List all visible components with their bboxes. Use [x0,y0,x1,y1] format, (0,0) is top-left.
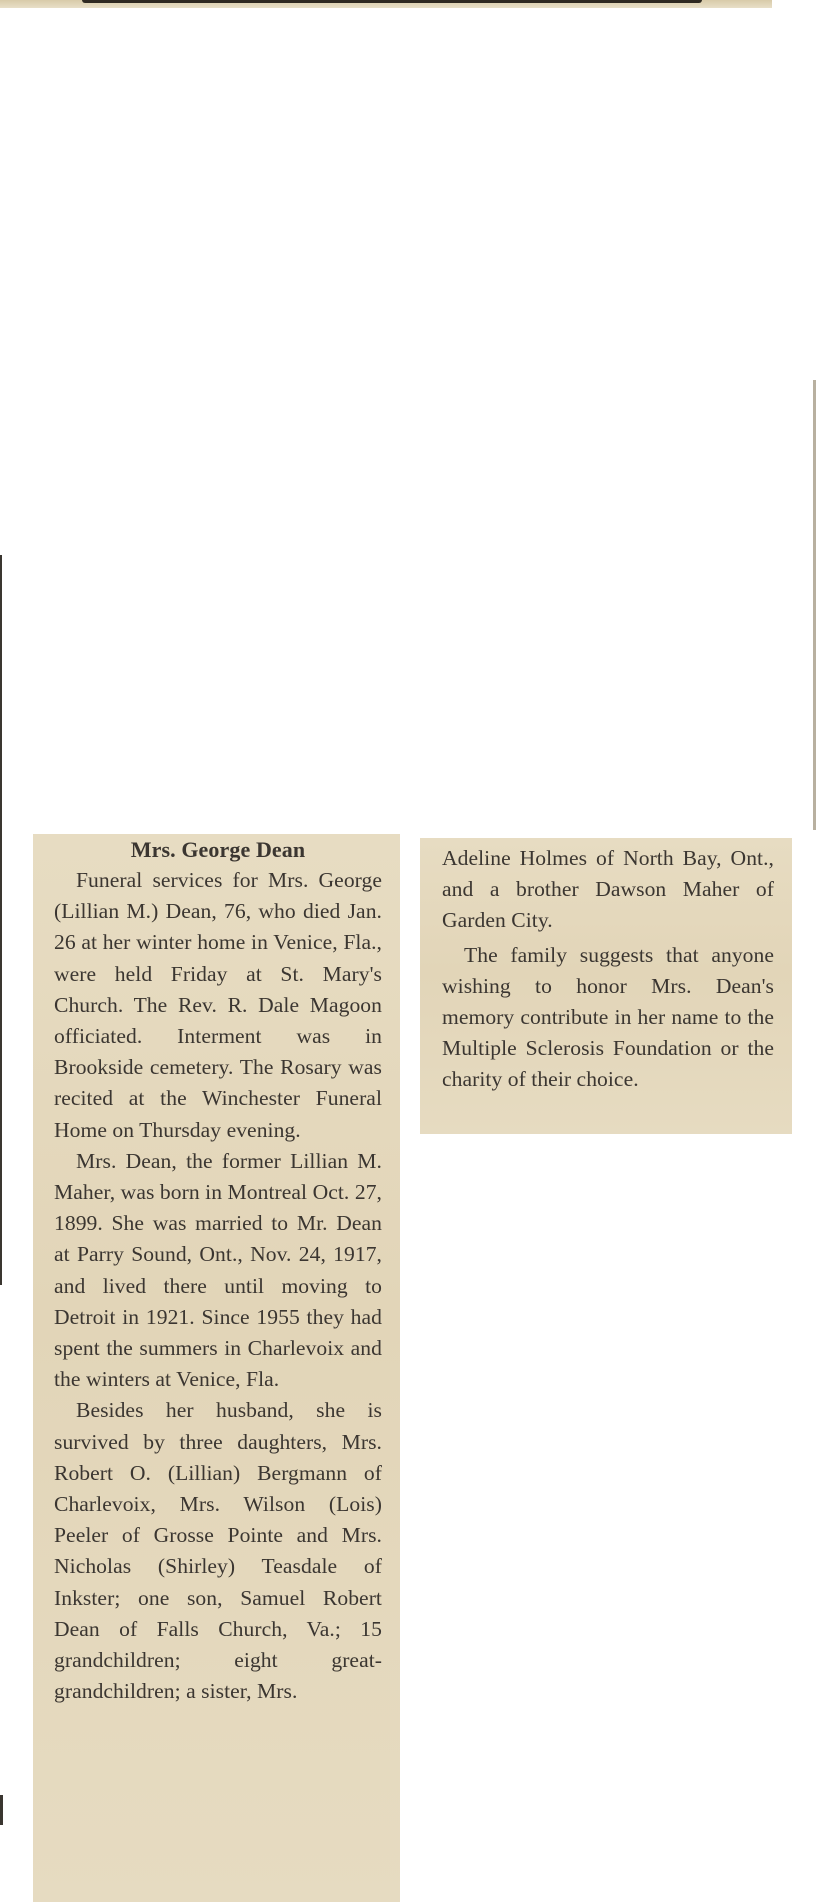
obituary-paragraph: The family suggests that anyone wishing to honor Mrs. Dean's memory contribute in her name to the Multiple Sclerosis Foundation or the charity of their choice. [442,942,774,1092]
obituary-paragraph: Funeral services for Mrs. George (Lillian M.) Dean, 76, who died Jan. 26 at her winter home in Venice, Fla., were held Friday at St. Mary's Church. The Rev. R. Dale Magoon officiated. Interment was in Brookside cemetery. The Rosary was recited at the Winchester Funeral Home on Thursday evening. [54,868,382,1142]
scan-left-edge-mark [0,555,2,1285]
obituary-column-left [33,834,400,1902]
scan-top-shadow [82,0,702,3]
obituary-headline: Mrs. George Dean [130,837,306,862]
obituary-column-right [420,838,792,1134]
obituary-paragraph: Besides her husband, she is survived by three daughters, Mrs. Robert O. (Lillian) Bergmann of Charlevoix, Mrs. Wilson (Lois) Peeler of Grosse Pointe and Mrs. Nicholas (Shirley) Teasdale of Inkster; one son, Samuel Robert Dean of Falls Church, Va.; 15 grandchildren; eight great-grandchildren; a sister, Mrs. [54,1398,382,1704]
scan-left-edge-mark [0,1795,3,1825]
obituary-paragraph: Adeline Holmes of North Bay, Ont., and a brother Dawson Maher of Garden City. [442,846,774,933]
obituary-paragraph: Mrs. Dean, the former Lillian M. Maher, was born in Montreal Oct. 27, 1899. She was married to Mr. Dean at Parry Sound, Ont., Nov. 24, 1917, and lived there until moving to Detroit in 1921. Since 1955 they had spent the summers in Charlevoix and the winters at Venice, Fla. [54,1148,382,1392]
